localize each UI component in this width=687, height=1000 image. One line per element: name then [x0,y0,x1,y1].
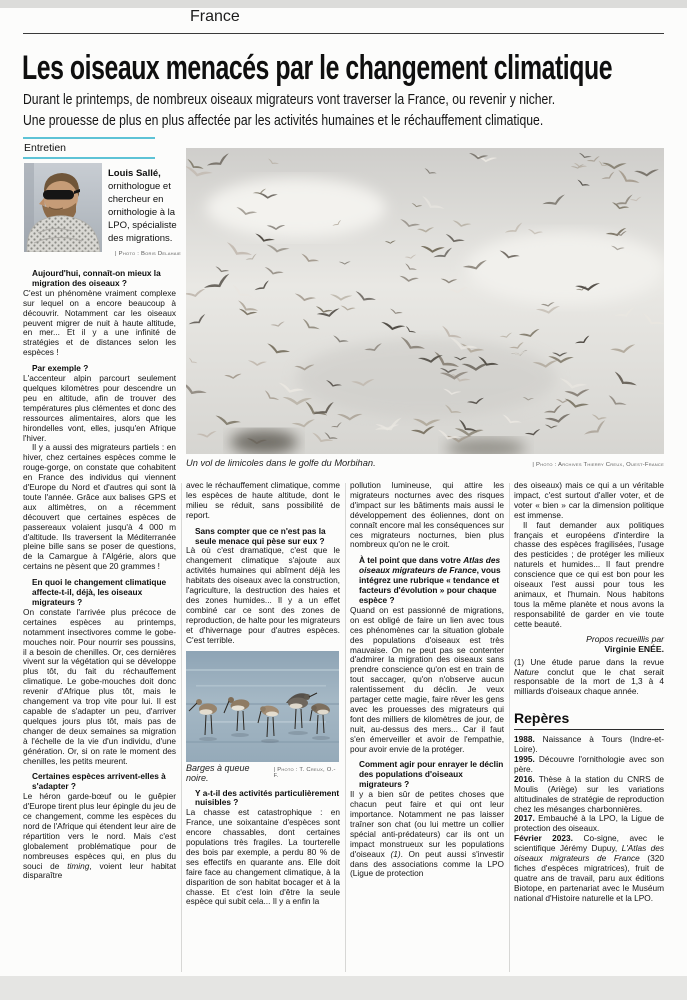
footnote-marker: (1) [390,848,401,859]
portrait-illustration [24,163,102,252]
question-heading: Y a-t-il des activités particulièrement nuisibles ? [195,787,340,808]
main-photo-caption: Un vol de limicoles dans le golfe du Morbihan. [186,458,376,468]
standfirst-line: Une prouesse de plus en plus affectée par les activités humaines et le réchauffement climatique. [23,113,544,129]
question-heading: Comment agir pour enrayer le déclin des populations d'oiseaux migrateurs ? [359,759,504,790]
reperes-item: 2017. Embauché à la LPO, la Ligue de protection des oiseaux. [514,813,664,834]
interviewee-photo [24,163,102,252]
main-photo-captionbar [186,458,664,468]
journal-title: Nature [514,666,539,677]
answer-paragraph: Le héron garde-bœuf ou le guêpier d'Europe tirent plus leur épingle du jeu de ce changement, comme les espèces du nord de l'Afrique qui étendent leur aire de répartition vers le nord. Mais c'est globalement problématique pour de nombreuses espèces qui, en plus du souci de timing, voient leur habitat disparaître [23,791,177,881]
byline-role: Propos recueillis par [586,633,664,644]
reperes-item: 1995. Découvre l'ornithologie avec son père. [514,754,664,774]
inline-photo-captionbar [186,763,340,783]
waders-illustration [186,651,339,762]
article-column-2 [186,481,340,973]
answer-paragraph: Il faut demander aux politiques français et européens d'interdire la chasse des espèces fragilisées, l'usage des pesticides ; de protéger les milieux naturels et humides... Il faut prendre conscience que ce qui est bon pour les oiseaux l'est aussi pour tous les animaux, et l'humain. Nous habitons tous la même planète et nous avons la responsabilité de garder en vie toute cette beauté. [514,519,664,629]
inline-photo [186,651,339,762]
reperes-title: Repères [514,710,570,727]
answer-paragraph: L'accenteur alpin parcourt seulement quelques kilomètres pour descendre un peu en altitude, afin de trouver des températures plus clémentes et donc des ressources alimentaires, alors que les hirondelles vont, elles, jusqu'en Afrique l'hiver. [23,373,176,443]
interviewee-name: Louis Sallé, [108,168,161,179]
reperes-item: 1988. Naissance à Tours (Indre-et-Loire). [514,734,664,755]
answer-paragraph: avec le réchauffement climatique, comme les espèces de haute altitude, dont le milieu se réduit, sans possibilité de report. [186,480,340,520]
flock-illustration [186,148,664,454]
column-rule [181,483,182,972]
answer-paragraph: pollution lumineuse, qui attire les migrateurs nocturnes avec des risques d'impact sur les bâtiments mais aussi le développement des éoliennes, dont on connaît encore mal les conséquences sur ces migrateurs nocturnes, bien plus nombreux qu'on ne le croit. [350,480,504,550]
answer-paragraph: des oiseaux) mais ce qui a un véritable impact, c'est surtout d'aller voter, et de voter « bien » car la dimension politique est immense. [514,480,664,520]
question-heading: Sans compter que ce n'est pas la seule menace qui pèse sur eux ? [195,525,326,546]
standfirst-line: Durant le printemps, de nombreux oiseaux migrateurs vont traverser la France, ou revenir y nicher. [23,92,556,108]
question-heading: En quoi le changement climatique affecte-t-il, déjà, les oiseaux migrateurs ? [32,577,167,607]
answer-paragraph: Il y a aussi des migrateurs partiels : en hiver, chez certaines espèces comme le rouge-gorge, on constate que cohabitent en France des individus qui viennent d'Europe du Nord et d'autres qui sont là toute l'année. Grâce aux balises GPS et aux altimètres, on a récemment découvert que certaines espèces de passereaux volaient jusqu'à 4 000 m d'altitude. Ils traversent la Méditerranée pleine bille sans se poser de questions, de la Camargue à l'Algérie, alors que certains ne pèsent que 20 grammes ! [23,442,176,572]
answer-paragraph: On constate l'arrivée plus précoce de certaines espèces au printemps, notamment insectivores comme le gobe-mouches noir. Pour nourrir ses poussins, il a besoin de chenilles. Or, ces dernières vivent sur la végétation qui se développe plus tôt, du fait du réchauffement climatique. Le gobe-mouches doit donc revenir d'Afrique plus tôt, mais le changement va trop vite pour lui. Il est capable de s'adapter un peu, d'arriver quelques jours plus tôt, mais pas de changer de deux semaines sa migration à l'échelle de la vie d'un individu, d'une génération. Or, si on rate le moment des chenilles, les petits meurent. [23,606,176,766]
footnote: (1) Une étude parue dans la revue Nature conclut que le chat serait responsable de la mort de 1,3 à 4 milliards d'oiseaux chaque année. [514,656,664,697]
answer-paragraph: La chasse est catastrophique : en France, une soixantaine d'espèces sont encore chassables, dont certaines populations très fragiles. La tourterelle des bois par exemple, a perdu 80 % de ses effectifs en quarante ans. Elle doit faire face au changement climatique, à la disparition de son habitat bocager et à la chasse. Et c'est loin d'être la seule espèce qui subit cela... Il y a enfin la [186,807,340,907]
article-headline: Les oiseaux menacés par le changement climatique [22,49,613,87]
byline [514,634,664,655]
page-margin-top [0,0,687,8]
answer-paragraph: Il y a bien sûr de petites choses que chacun peut faire et qui ont leur importance. Notamment ne pas laisser traîner son chat (ou lui mettre un collier spécial anti-prédateurs) car ils ont un impact monstrueux sur les populations d'oiseaux (1). On peut aussi s'investir dans des associations comme la LPO (Ligue de protection [350,789,505,879]
kicker-entretien: Entretien [23,137,155,159]
inline-photo-caption: Barges à queue noire. [186,762,250,783]
answer-paragraph: Là où c'est dramatique, c'est que le changement climatique s'ajoute aux activités humaines qui abîment déjà les habitats des oiseaux avec la construction, l'agriculture, la destruction des haies et des zones humides... Il y a un effet combiné car ce sont des zones de reproduction, de halte pour les migrateurs et d'hivernage pour d'autres espèces. C'est terrible. [186,545,340,645]
reperes-rule [514,729,664,730]
italic-term: timing [67,860,90,871]
interviewee-role: ornithologue et chercheur en ornithologie à la LPO, spécialiste des migrations. [108,181,177,244]
column-rule [345,483,346,972]
column-rule [509,483,510,972]
article-column-3 [350,481,504,973]
article-column-1 [23,268,176,974]
question-heading: Par exemple ? [32,363,89,374]
article-column-4 [514,481,664,973]
book-title: Atlas des oiseaux migrateurs de France [359,555,501,576]
answer-paragraph: C'est un phénomène vraiment complexe sur lequel on a encore beaucoup à découvrir. Notamment car les oiseaux peuvent migrer de nuit à haute altitude, en mer... Et il y a une infinité de stratégies et de distances selon les espèces ! [23,287,176,358]
article-standfirst [23,90,555,132]
reperes-item: Février 2023. Co-signe, avec le scientifique Jérémy Dupuy, L'Atlas des oiseaux migrateurs de France (320 fiches d'espèces migratrices), fruit de quatre ans de travail, paru aux éditions Biotope, en partenariat avec le Muséum national d'Histoire naturelle et la LPO. [514,833,664,903]
reperes-item: 2016. Thèse à la station du CNRS de Moulis (Ariège) sur les variations altitudinales de stratégie de reproduction chez les mésanges charbonnières. [514,773,664,814]
interviewee-bio [108,167,181,245]
book-title: L'Atlas des oiseaux migrateurs de France [514,843,664,864]
main-photo [186,148,664,454]
inline-photo-credit: | Photo : T. Creux, O.-F. [273,766,336,779]
question-heading: À tel point que dans votre Atlas des oiseaux migrateurs de France, vous intégrez une rubrique « tendance et facteurs d'évolution » pour chaque espèce ? [359,555,501,605]
byline-name: Virginie ENÉE. [604,644,664,655]
question-heading: Aujourd'hui, connaît-on mieux la migration des oiseaux ? [32,268,161,288]
page-margin-bottom [0,976,687,1000]
header-rule [23,33,664,34]
question-heading: Certaines espèces arrivent-elles à s'adapter ? [32,771,166,792]
main-photo-credit: | Photo : Archives Thierry Creux, Ouest-France [532,462,664,468]
portrait-photo-credit: | Photo : Boris Delahaie [115,251,181,257]
section-title: France [190,8,240,25]
answer-paragraph: Quand on est passionné de migrations, on est obligé de faire un lien avec tous ces phénomènes car la situation globale des populations d'oiseaux est très mauvaise. On ne peut pas se contenter d'admirer la migration des oiseaux sans prendre conscience qu'on est en train de tout saccager, qu'on n'observe aucun ralentissement du déclin. Je veux partager cette magie, faire rêver les gens avec les prouesses des migrateurs qui font des milliers de kilomètres de jour, de nuit, au-dessus des mers... Car il faut s'en émerveiller et avoir de l'empathie, pour avoir envie de la protéger. [350,604,504,754]
